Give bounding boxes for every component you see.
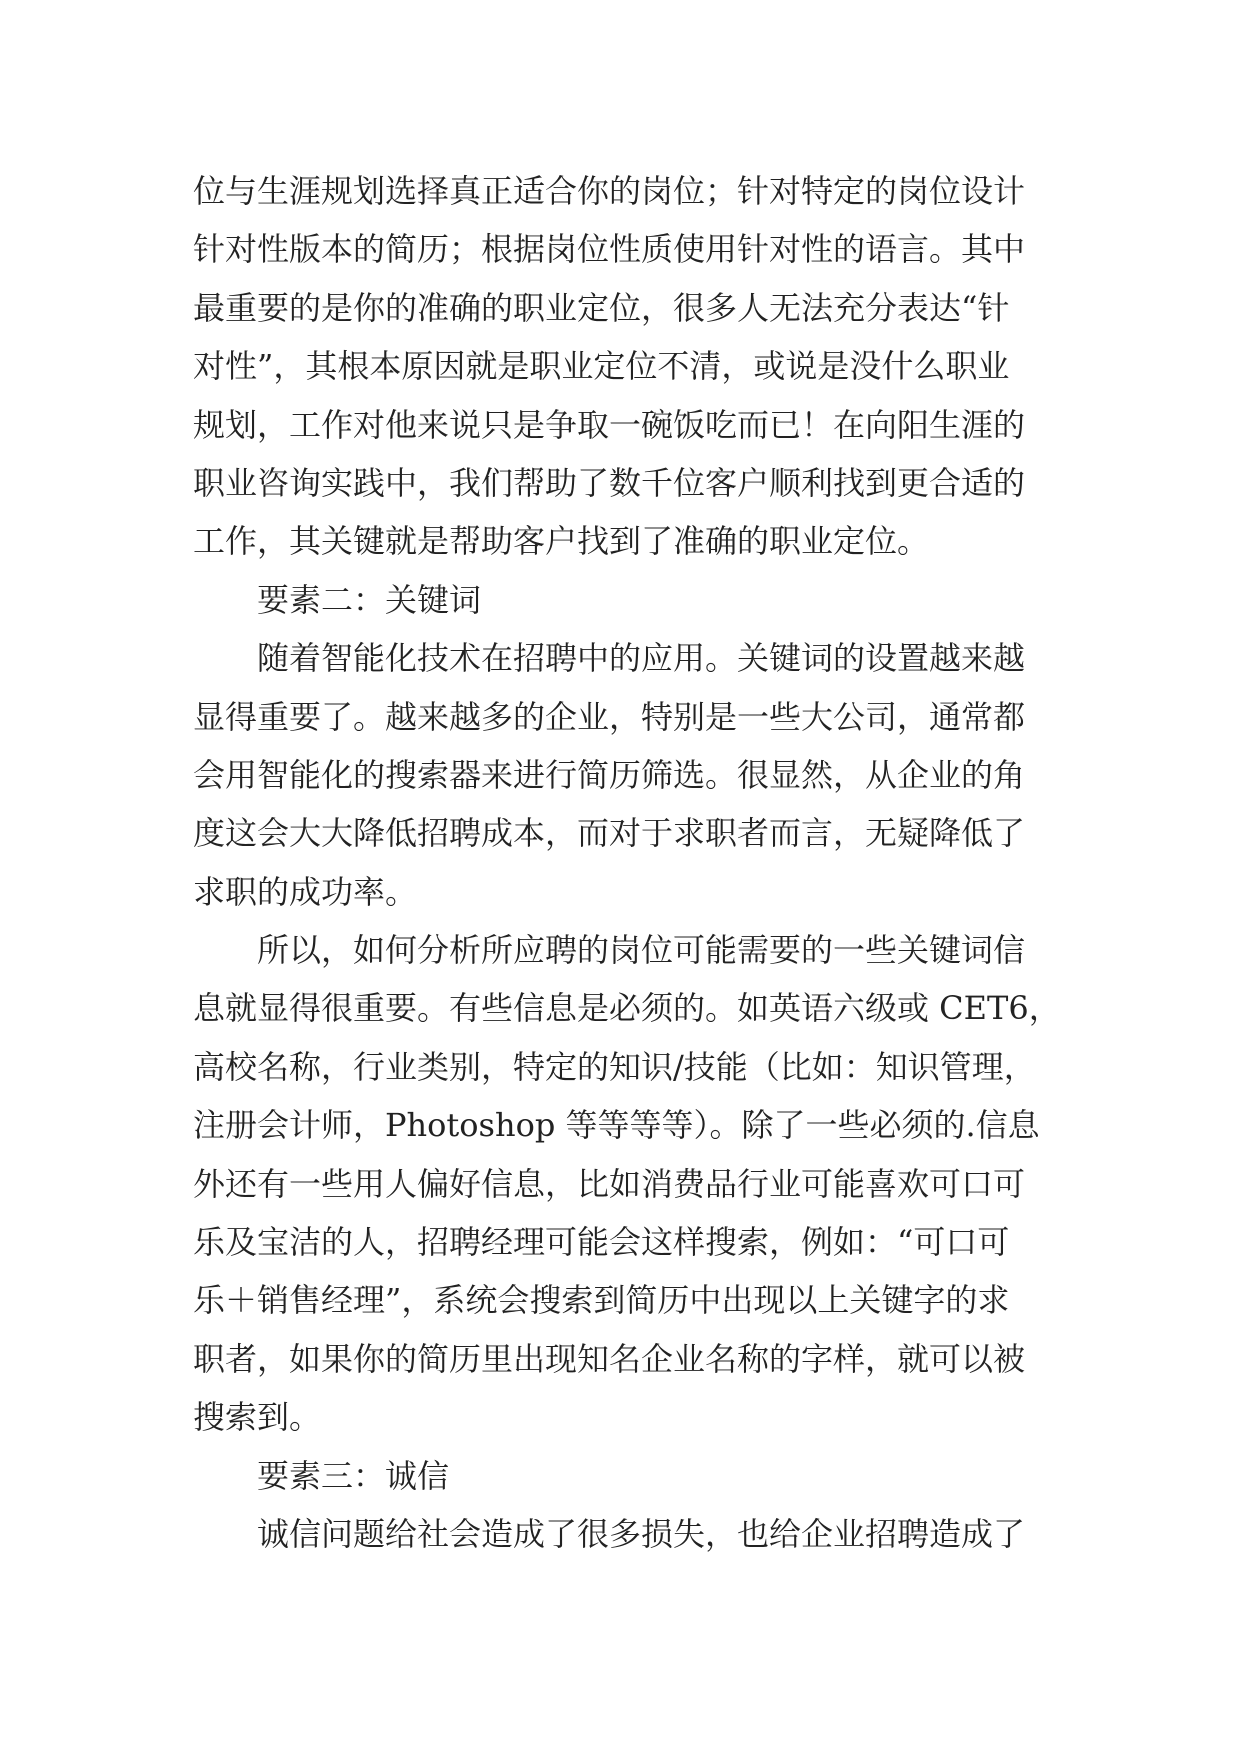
- text-line: 度这会大大降低招聘成本，而对于求职者而言，无疑降低了: [193, 814, 1026, 853]
- text-line: 工作，其关键就是帮助客户找到了准确的职业定位。: [193, 522, 930, 561]
- text-line: 职业咨询实践中，我们帮助了数千位客户顺利找到更合适的: [193, 463, 1026, 502]
- text-line: 息就显得很重要。有些信息是必须的。如英语六级或 CET6，: [193, 989, 1061, 1028]
- section-heading: 要素三：诚信: [257, 1456, 450, 1495]
- text-line: 职者，如果你的简历里出现知名企业名称的字样，就可以被: [193, 1339, 1026, 1378]
- text-line: 会用智能化的搜索器来进行简历筛选。很显然，从企业的角: [193, 755, 1026, 794]
- text-line: 乐及宝洁的人，招聘经理可能会这样搜索，例如：“可口可: [193, 1223, 1010, 1262]
- section-heading: 要素二：关键词: [257, 580, 482, 619]
- text-line: 规划，工作对他来说只是争取一碗饭吃而已！在向阳生涯的: [193, 405, 1026, 444]
- text-line: 高校名称，行业类别，特定的知识/技能（比如：知识管理，: [193, 1047, 1036, 1086]
- text-line: 对性”，其根本原因就是职业定位不清，或说是没什么职业: [193, 347, 1010, 386]
- text-line: 诚信问题给社会造成了很多损失，也给企业招聘造成了: [257, 1514, 1026, 1553]
- document-body: [193, 162, 1061, 1563]
- text-line: 注册会计师，Photoshop 等等等等）。除了一些必须的.信息: [193, 1106, 1040, 1145]
- text-line: 乐＋销售经理”，系统会搜索到简历中出现以上关键字的求: [193, 1281, 1010, 1320]
- text-line: 针对性版本的简历；根据岗位性质使用针对性的语言。其中: [193, 230, 1026, 269]
- text-line: 求职的成功率。: [193, 872, 418, 911]
- text-line: 位与生涯规划选择真正适合你的岗位；针对特定的岗位设计: [193, 172, 1026, 210]
- text-line: 显得重要了。越来越多的企业，特别是一些大公司，通常都: [193, 697, 1026, 736]
- text-line: 随着智能化技术在招聘中的应用。关键词的设置越来越: [257, 639, 1026, 678]
- text-line: 所以，如何分析所应聘的岗位可能需要的一些关键词信: [257, 931, 1026, 970]
- text-line: 最重要的是你的准确的职业定位，很多人无法充分表达“针: [193, 288, 1010, 327]
- text-line: 外还有一些用人偏好信息，比如消费品行业可能喜欢可口可: [193, 1164, 1026, 1203]
- text-line: 搜索到。: [193, 1398, 322, 1437]
